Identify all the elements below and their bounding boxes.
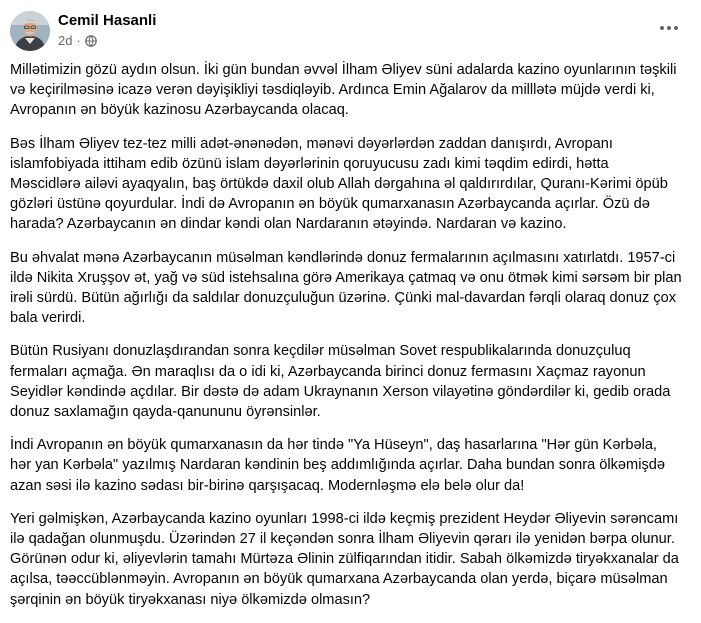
post-paragraph: Millətimizin gözü aydın olsun. İki gün bundan əvvəl İlham Əliyev süni adalarda kazino oyunlarının təşkili və keçirilməsinə icazə verən dəyişikliyi təsdiqləyib. Ardınca Emin Ağalarov da milllətə müjdə verdi ki, Avropanın ən böyük kazinosu Azərbaycanda olacaq. xyxy=(10,62,677,119)
more-dot xyxy=(667,26,671,30)
post-paragraph: Bu əhvalat mənə Azərbaycanın müsəlman kəndlərində donuz fermalarının açılmasını xatırlatdı. 1957-ci ildə Nikita Xruşşov ət, yağ və süd istehsalına görə Amerikaya çatmaq və onu ötmək kimi sərsəm bir plan irəli sürdü. Bütün ağırlığı da saldılar donuzçuluğun üzərinə. Çünki mal-davardan fərqli olaraq donuz çox bala verirdi. xyxy=(10,249,682,327)
timestamp[interactable]: 2d xyxy=(58,33,73,48)
more-horizontal-icon xyxy=(660,26,664,30)
post-header xyxy=(0,0,701,60)
post-paragraph: Bütün Rusiyanı donuzlaşdırandan sonra keçdilər müsəlman Sovet respublikalarında donuzçuluq fermaları açmağa. Ən maraqlısı da o idi ki, Azərbaycanda birinci donuz fermasını Xaçmaz rayonun Seyidlər kəndində açdılar. Bir dəstə də adam Ukraynanın Xerson vilayətinə göndərdilər ki, gedib orada donuz saxlamağın qayda-qanununu öyrənsinlər. xyxy=(10,343,671,421)
more-dot xyxy=(674,26,678,30)
avatar[interactable] xyxy=(10,11,50,51)
avatar-photo xyxy=(10,11,50,51)
globe-icon[interactable] xyxy=(85,35,97,47)
author-name[interactable]: Cemil Hasanli xyxy=(58,12,157,29)
post-body xyxy=(10,60,682,623)
post-paragraph: İndi Avropanın ən böyük qumarxanasın da hər tində "Ya Hüseyn", daş hasarlarına "Hər gün Kərbəla, hər yan Kərbəla" yazılmış Nardaran kəndinin beş addımlığında açırlar. Daha bundan sonra ölkəmişdə azan səsi ilə kazino sədası bir-birinə qarşışacaq. Modernləşmə elə belə olur da! xyxy=(10,437,665,494)
post-paragraph: Bəs İlham Əliyev tez-tez milli adət-ənənədən, mənəvi dəyərlərdən zaddan danışırdı, Avropanı islamfobiyada ittiham edib özünü islam dəyərlərinin qoruyucusu zadı kimi təqdim edirdi, hətta Məscidlərə ailəvi ayaqyalın, baş örtükdə daxil olub Allah dərgahına əl qaldırırdılar, Quranı-Kərimi öpüb gözləri üstünə qoyurdular. İndi də Avropanın ən böyük qumarxanasın Azərbaycanda açırlar. Özü də harada? Azərbaycanın ən dindar kəndi olan Nardaranın ətəyində. Nardaran və kazino. xyxy=(10,135,668,233)
post-paragraph: Yeri gəlmişkən, Azərbaycanda kazino oyunları 1998-ci ildə keçmiş prezident Heydər Əliyevin sərəncamı ilə qadağan olunmuşdu. Üzərindən 27 il keçəndən sonra İlham Əliyevin qərarı ilə yenidən bərpa olunur. Görünən odur ki, əliyevlərin tamahı Mürtəza Əlinin zülfiqarından itidir. Sabah ölkəmizdə tiryəkxanalar da açılsa, təəccüblənməyin. Avropanın ən böyük qumarxana Azərbaycanda olan yerdə, biçarə müsəlman şərqinin ən böyük tiryəkxanası niyə ölkəmizdə olmasın? xyxy=(10,510,679,608)
more-options-button[interactable] xyxy=(655,18,683,38)
post-meta xyxy=(58,33,97,48)
meta-separator: · xyxy=(76,33,81,48)
